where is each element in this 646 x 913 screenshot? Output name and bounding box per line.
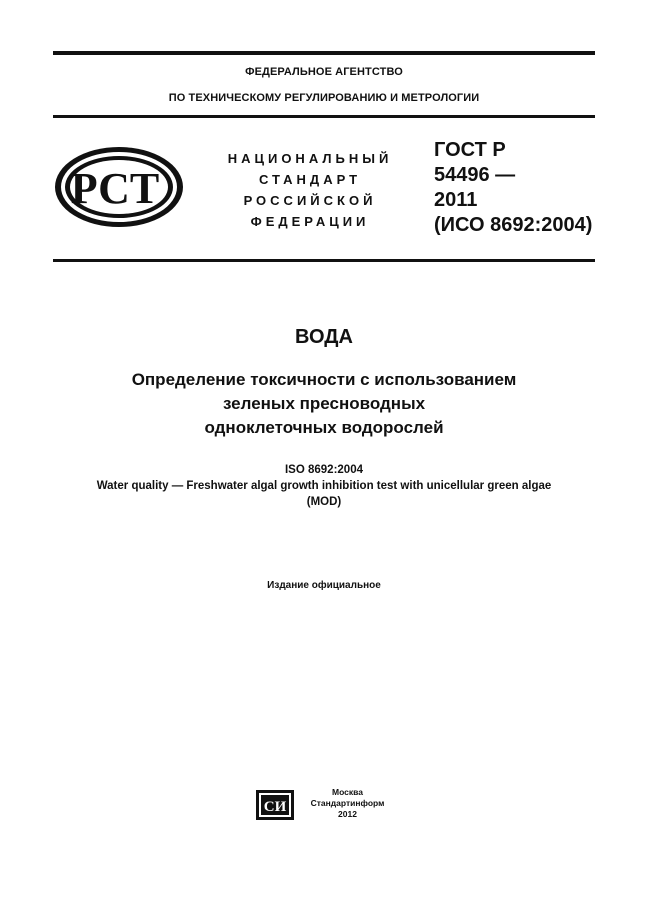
publisher-name: Стандартинформ bbox=[310, 798, 385, 808]
standard-designation bbox=[434, 138, 592, 238]
agency-line-2: ПО ТЕХНИЧЕСКОМУ РЕГУЛИРОВАНИЮ И МЕТРОЛОГИИ bbox=[168, 92, 480, 104]
top-rule bbox=[53, 51, 595, 55]
gost-r-logo bbox=[53, 145, 185, 229]
subtitle-line-3: одноклеточных водорослей bbox=[204, 418, 444, 437]
publisher-city: Москва bbox=[332, 787, 363, 797]
designation-line-3: 2011 bbox=[434, 189, 478, 211]
iso-code: ISO 8692:2004 bbox=[284, 464, 363, 476]
national-standard-block bbox=[215, 148, 405, 232]
national-line-3: РОССИЙСКОЙ bbox=[243, 193, 377, 208]
publisher-logo-letters: СИ bbox=[263, 799, 287, 815]
subtitle-line-2: зеленых пресноводных bbox=[222, 394, 426, 413]
edition-note: Издание официальное bbox=[267, 580, 381, 591]
iso-reference bbox=[53, 462, 595, 510]
subtitle-line-1: Определение токсичности с использованием bbox=[131, 370, 517, 389]
designation-rule bbox=[53, 259, 595, 262]
national-line-2: СТАНДАРТ bbox=[258, 172, 362, 187]
iso-mod: (MOD) bbox=[306, 496, 342, 508]
logo-letters: РСТ bbox=[70, 164, 160, 213]
header-rule bbox=[53, 115, 595, 118]
designation-line-4: (ИСО 8692:2004) bbox=[434, 214, 593, 236]
subtitle bbox=[53, 368, 595, 440]
designation-line-2: 54496 — bbox=[434, 164, 516, 186]
iso-title: Water quality — Freshwater algal growth inhibition test with unicellular green algae bbox=[96, 480, 552, 492]
publisher-year: 2012 bbox=[338, 809, 357, 819]
publisher-logo bbox=[256, 790, 294, 820]
designation-line-1: ГОСТ Р bbox=[434, 139, 506, 161]
national-line-4: ФЕДЕРАЦИИ bbox=[250, 214, 370, 229]
publisher-info bbox=[300, 787, 395, 820]
main-title: ВОДА bbox=[295, 326, 353, 348]
agency-line-1: ФЕДЕРАЛЬНОЕ АГЕНТСТВО bbox=[245, 66, 403, 78]
national-line-1: НАЦИОНАЛЬНЫЙ bbox=[227, 151, 393, 166]
